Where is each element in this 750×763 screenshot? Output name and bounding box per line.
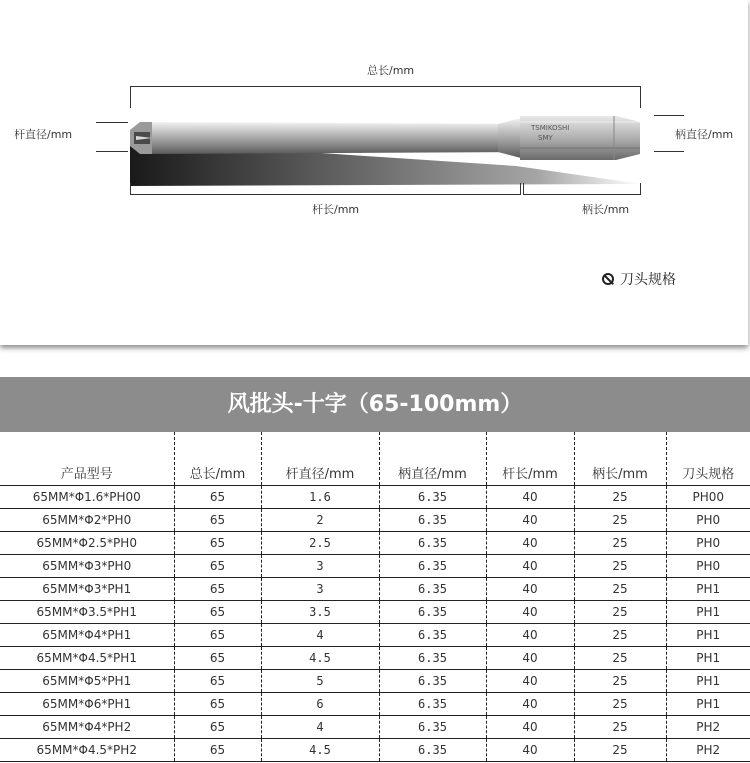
- cell-shank-length: 25: [574, 670, 666, 693]
- total-length-label: 总长/mm: [367, 64, 415, 77]
- total-length-tick-left: [130, 86, 131, 108]
- cell-tip-spec: PH1: [666, 601, 750, 624]
- cell-tip-spec: PH0: [666, 509, 750, 532]
- table-row: [0, 739, 750, 762]
- cell-total-length: 65: [174, 486, 261, 509]
- cell-model: 65MM*Φ6*PH1: [0, 693, 174, 716]
- cell-shank-length: 25: [574, 716, 666, 739]
- screwdriver-bit-image: [126, 108, 646, 188]
- cell-model: 65MM*Φ2.5*PH0: [0, 532, 174, 555]
- cell-total-length: 65: [174, 578, 261, 601]
- cell-total-length: 65: [174, 716, 261, 739]
- shank-diameter-line-top: [654, 115, 684, 116]
- cell-shaft-length: 40: [486, 624, 574, 647]
- table-row: [0, 647, 750, 670]
- cell-tip-spec: PH1: [666, 578, 750, 601]
- cell-shaft-diameter: 4: [261, 624, 379, 647]
- shaft-diameter-line-top: [96, 122, 128, 123]
- cell-shaft-length: 40: [486, 601, 574, 624]
- cell-tip-spec: PH1: [666, 670, 750, 693]
- cell-shaft-length: 40: [486, 693, 574, 716]
- table-row: [0, 693, 750, 716]
- cell-shaft-length: 40: [486, 486, 574, 509]
- shank-length-line: [523, 194, 640, 195]
- shank-length-tick-right: [640, 183, 641, 195]
- cell-tip-spec: PH0: [666, 555, 750, 578]
- no-entry-icon: [602, 273, 614, 285]
- cell-shank-length: 25: [574, 624, 666, 647]
- table-title-banner: 风批头-十字（65-100mm）: [0, 377, 750, 432]
- cell-shaft-length: 40: [486, 578, 574, 601]
- shank-diameter-line-bottom: [654, 151, 684, 152]
- shaft-diameter-line-bottom: [96, 151, 128, 152]
- table-row: [0, 670, 750, 693]
- cell-shaft-length: 40: [486, 716, 574, 739]
- svg-text:TSMIKOSHI: TSMIKOSHI: [531, 124, 570, 132]
- cell-tip-spec: PH0: [666, 532, 750, 555]
- cell-shaft-length: 40: [486, 509, 574, 532]
- cell-model: 65MM*Φ3*PH0: [0, 555, 174, 578]
- cell-model: 65MM*Φ4*PH2: [0, 716, 174, 739]
- total-length-tick-right: [640, 86, 641, 108]
- cell-shank-length: 25: [574, 509, 666, 532]
- cell-shank-length: 25: [574, 532, 666, 555]
- cell-tip-spec: PH00: [666, 486, 750, 509]
- table-body: [0, 486, 750, 762]
- cell-shank-length: 25: [574, 693, 666, 716]
- cell-shank-length: 25: [574, 601, 666, 624]
- cell-model: 65MM*Φ3*PH1: [0, 578, 174, 601]
- cell-model: 65MM*Φ4.5*PH1: [0, 647, 174, 670]
- cell-shaft-length: 40: [486, 670, 574, 693]
- cell-model: 65MM*Φ1.6*PH00: [0, 486, 174, 509]
- header-shank-diameter: 柄直径/mm: [379, 432, 486, 486]
- cell-total-length: 65: [174, 532, 261, 555]
- cell-shank-length: 25: [574, 647, 666, 670]
- cell-shank-diameter: 6.35: [379, 486, 486, 509]
- cell-shaft-length: 40: [486, 739, 574, 762]
- table-row: [0, 532, 750, 555]
- cell-shank-diameter: 6.35: [379, 647, 486, 670]
- cell-shank-diameter: 6.35: [379, 532, 486, 555]
- cell-shaft-length: 40: [486, 555, 574, 578]
- cell-model: 65MM*Φ4*PH1: [0, 624, 174, 647]
- cell-shank-length: 25: [574, 739, 666, 762]
- table-row: [0, 555, 750, 578]
- shaft-length-tick-right: [520, 183, 521, 195]
- cell-shank-diameter: 6.35: [379, 739, 486, 762]
- table-header-row: [0, 432, 750, 486]
- cell-shank-length: 25: [574, 555, 666, 578]
- cell-total-length: 65: [174, 739, 261, 762]
- cell-shank-diameter: 6.35: [379, 509, 486, 532]
- table-row: [0, 601, 750, 624]
- cell-total-length: 65: [174, 624, 261, 647]
- cell-shaft-diameter: 4.5: [261, 739, 379, 762]
- cell-shaft-diameter: 2: [261, 509, 379, 532]
- cell-shank-diameter: 6.35: [379, 578, 486, 601]
- cell-model: 65MM*Φ5*PH1: [0, 670, 174, 693]
- cell-shank-diameter: 6.35: [379, 601, 486, 624]
- cell-shaft-diameter: 3: [261, 578, 379, 601]
- header-shaft-length: 杆长/mm: [486, 432, 574, 486]
- tip-spec-legend: [602, 269, 676, 289]
- cell-total-length: 65: [174, 601, 261, 624]
- cell-shaft-diameter: 3: [261, 555, 379, 578]
- cell-model: 65MM*Φ3.5*PH1: [0, 601, 174, 624]
- cell-shank-diameter: 6.35: [379, 670, 486, 693]
- shank-diameter-label: 柄直径/mm: [675, 128, 734, 141]
- cell-shaft-diameter: 1.6: [261, 486, 379, 509]
- cell-shank-diameter: 6.35: [379, 693, 486, 716]
- cell-model: 65MM*Φ2*PH0: [0, 509, 174, 532]
- spec-table: [0, 432, 750, 762]
- cell-shank-diameter: 6.35: [379, 624, 486, 647]
- tip-spec-label: 刀头规格: [620, 272, 676, 288]
- cell-shaft-length: 40: [486, 647, 574, 670]
- cell-tip-spec: PH1: [666, 647, 750, 670]
- header-tip-spec: 刀头规格: [666, 432, 750, 486]
- shaft-length-line: [130, 194, 520, 195]
- cell-shaft-diameter: 3.5: [261, 601, 379, 624]
- shaft-length-label: 杆长/mm: [312, 203, 360, 216]
- cell-total-length: 65: [174, 670, 261, 693]
- cell-tip-spec: PH1: [666, 693, 750, 716]
- table-row: [0, 624, 750, 647]
- cell-shank-diameter: 6.35: [379, 555, 486, 578]
- cell-total-length: 65: [174, 555, 261, 578]
- cell-shaft-length: 40: [486, 532, 574, 555]
- shaft-diameter-label: 杆直径/mm: [14, 128, 73, 141]
- cell-tip-spec: PH1: [666, 624, 750, 647]
- cell-total-length: 65: [174, 693, 261, 716]
- cell-shank-diameter: 6.35: [379, 716, 486, 739]
- header-shank-length: 柄长/mm: [574, 432, 666, 486]
- table-row: [0, 716, 750, 739]
- cell-shaft-diameter: 2.5: [261, 532, 379, 555]
- bit-diagram: [0, 0, 748, 345]
- total-length-line: [130, 86, 640, 87]
- cell-total-length: 65: [174, 647, 261, 670]
- cell-shank-length: 25: [574, 486, 666, 509]
- table-row: [0, 509, 750, 532]
- cell-shaft-diameter: 6: [261, 693, 379, 716]
- table-row: [0, 578, 750, 601]
- cell-tip-spec: PH2: [666, 716, 750, 739]
- cell-tip-spec: PH2: [666, 739, 750, 762]
- cell-shaft-diameter: 4: [261, 716, 379, 739]
- svg-text:SMY: SMY: [538, 134, 553, 142]
- shank-length-label: 柄长/mm: [582, 203, 630, 216]
- header-shaft-diameter: 杆直径/mm: [261, 432, 379, 486]
- cell-total-length: 65: [174, 509, 261, 532]
- cell-shaft-diameter: 4.5: [261, 647, 379, 670]
- header-model: 产品型号: [0, 432, 174, 486]
- cell-shank-length: 25: [574, 578, 666, 601]
- table-row: [0, 486, 750, 509]
- cell-shaft-diameter: 5: [261, 670, 379, 693]
- cell-model: 65MM*Φ4.5*PH2: [0, 739, 174, 762]
- header-total-length: 总长/mm: [174, 432, 261, 486]
